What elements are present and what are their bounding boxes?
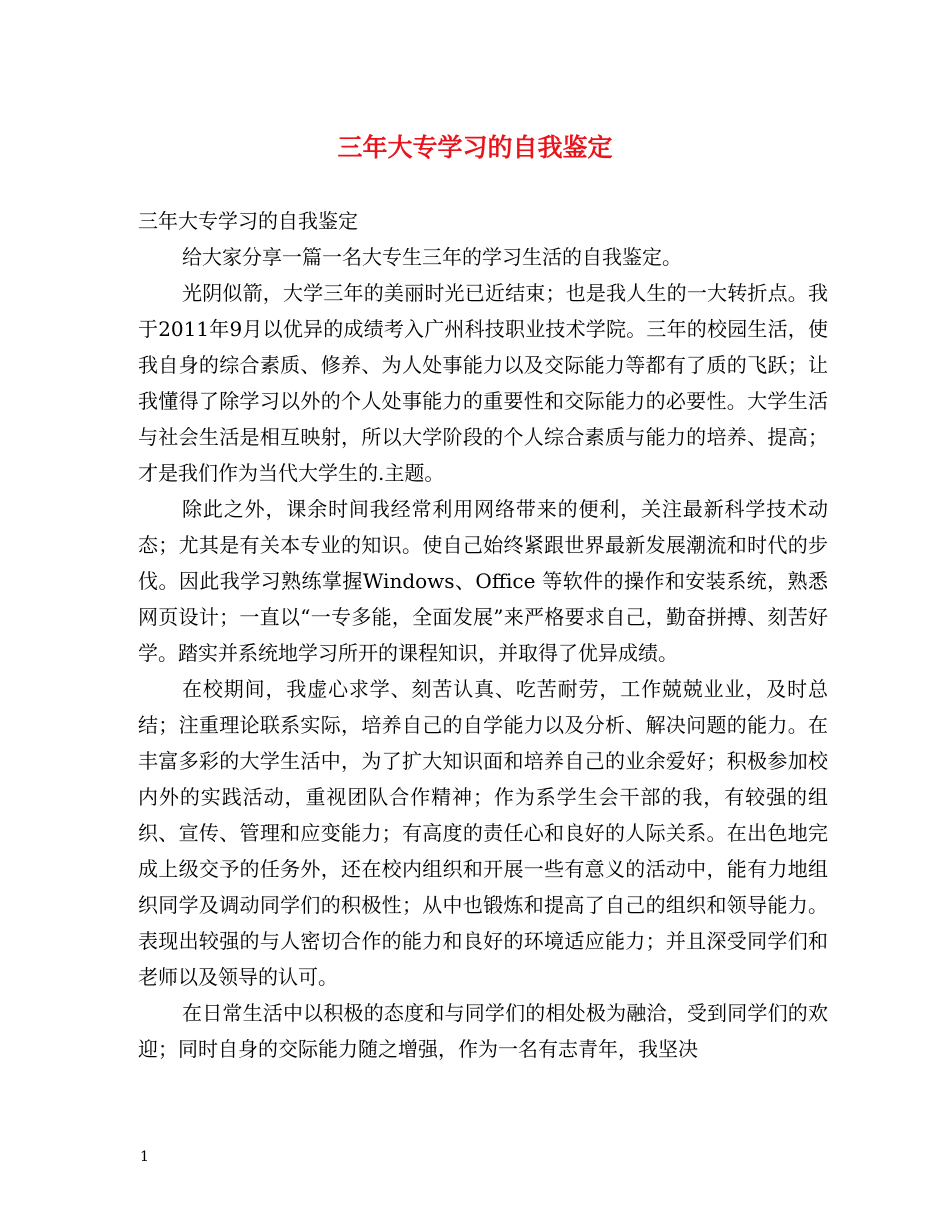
document-body [138,203,828,1067]
paragraph-intro: 给大家分享一篇一名大专生三年的学习生活的自我鉴定。 [182,245,682,269]
paragraph-4: 在日常生活中以积极的态度和与同学们的相处极为融洽，受到同学们的欢迎；同时自身的交际能力随之增强，作为一名有志青年，我坚决 [138,1001,828,1061]
paragraph-heading: 三年大专学习的自我鉴定 [138,209,358,233]
paragraph-2: 除此之外，课余时间我经常利用网络带来的便利，关注最新科学技术动态；尤其是有关本专业的知识。使自己始终紧跟世界最新发展潮流和时代的步伐。因此我学习熟练掌握Windows、Office 等软件的操作和安装系统，熟悉网页设计；一直以“一专多能，全面发展”来严格要求自己，勤奋拼搏、刻苦好学。踏实并系统地学习所开的课程知识，并取得了优异成绩。 [138,497,828,665]
page-number: 1 [140,1149,149,1165]
document-title: 三年大专学习的自我鉴定 [337,133,613,162]
paragraph-1: 光阴似箭，大学三年的美丽时光已近结束；也是我人生的一大转折点。我于2011年9月以优异的成绩考入广州科技职业技术学院。三年的校园生活，使我自身的综合素质、修养、为人处事能力以及交际能力等都有了质的飞跃；让我懂得了除学习以外的个人处事能力的重要性和交际能力的必要性。大学生活与社会生活是相互映射，所以大学阶段的个人综合素质与能力的培养、提高；才是我们作为当代大学生的.主题。 [138,281,828,485]
paragraph-3: 在校期间，我虚心求学、刻苦认真、吃苦耐劳，工作兢兢业业，及时总结；注重理论联系实际，培养自己的自学能力以及分析、解决问题的能力。在丰富多彩的大学生活中，为了扩大知识面和培养自己的业余爱好；积极参加校内外的实践活动，重视团队合作精神；作为系学生会干部的我，有较强的组织、宣传、管理和应变能力；有高度的责任心和良好的人际关系。在出色地完成上级交予的任务外，还在校内组织和开展一些有意义的活动中，能有力地组织同学及调动同学们的积极性；从中也锻炼和提高了自己的组织和领导能力。表现出较强的与人密切合作的能力和良好的环境适应能力；并且深受同学们和老师以及领导的认可。 [138,677,828,989]
